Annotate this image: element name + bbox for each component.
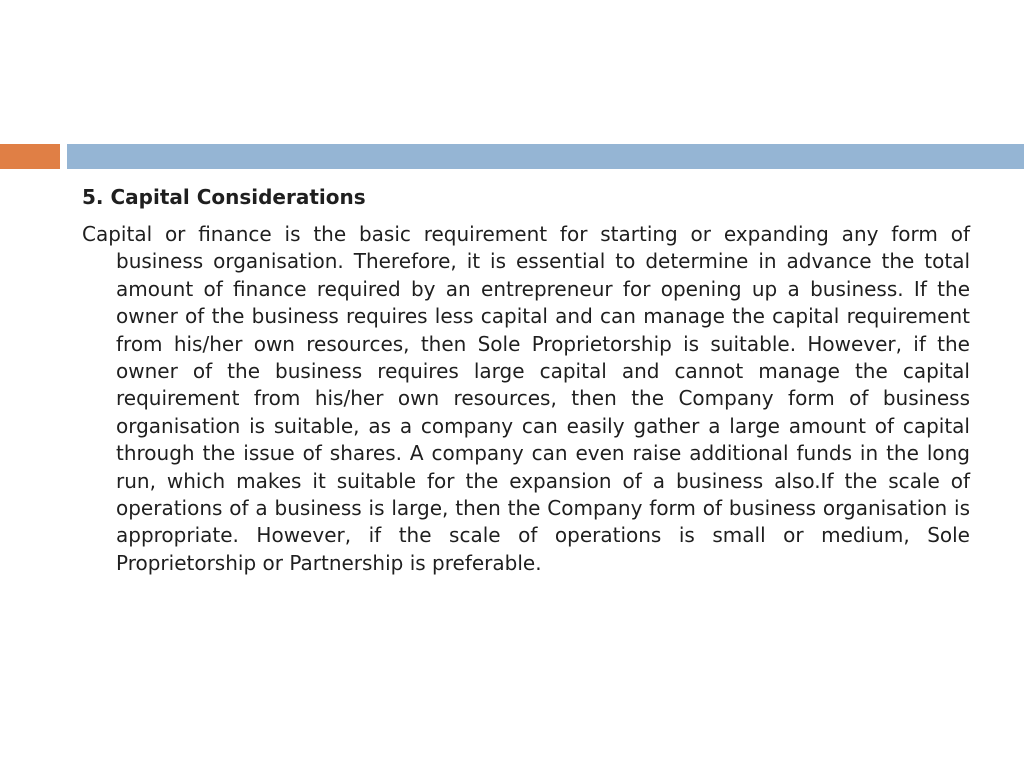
body-paragraph: Capital or finance is the basic requirement for starting or expanding any form of business organisation. Therefore, it is essential to determine in advance the total amount of finance required by an entrepreneur for opening up a business. If the owner of the business requires less capital and can manage the capital requirement from his/her own resources, then Sole Proprietorship is suitable. However, if the owner of the business requires large capital and cannot manage the capital requirement from his/her own resources, then the Company form of business organisation is suitable, as a company can easily gather a large amount of capital through the issue of shares. A company can even raise additional funds in the long run, which makes it suitable for the expansion of a business also.If the scale of operations of a business is large, then the Company form of business organisation is appropriate. However, if the scale of operations is small or medium, Sole Proprietorship or Partnership is preferable. (82, 222, 970, 575)
title-bar (67, 144, 1024, 169)
slide-heading: 5. Capital Considerations (82, 185, 366, 209)
accent-bar (0, 144, 60, 169)
slide-content (82, 183, 970, 577)
